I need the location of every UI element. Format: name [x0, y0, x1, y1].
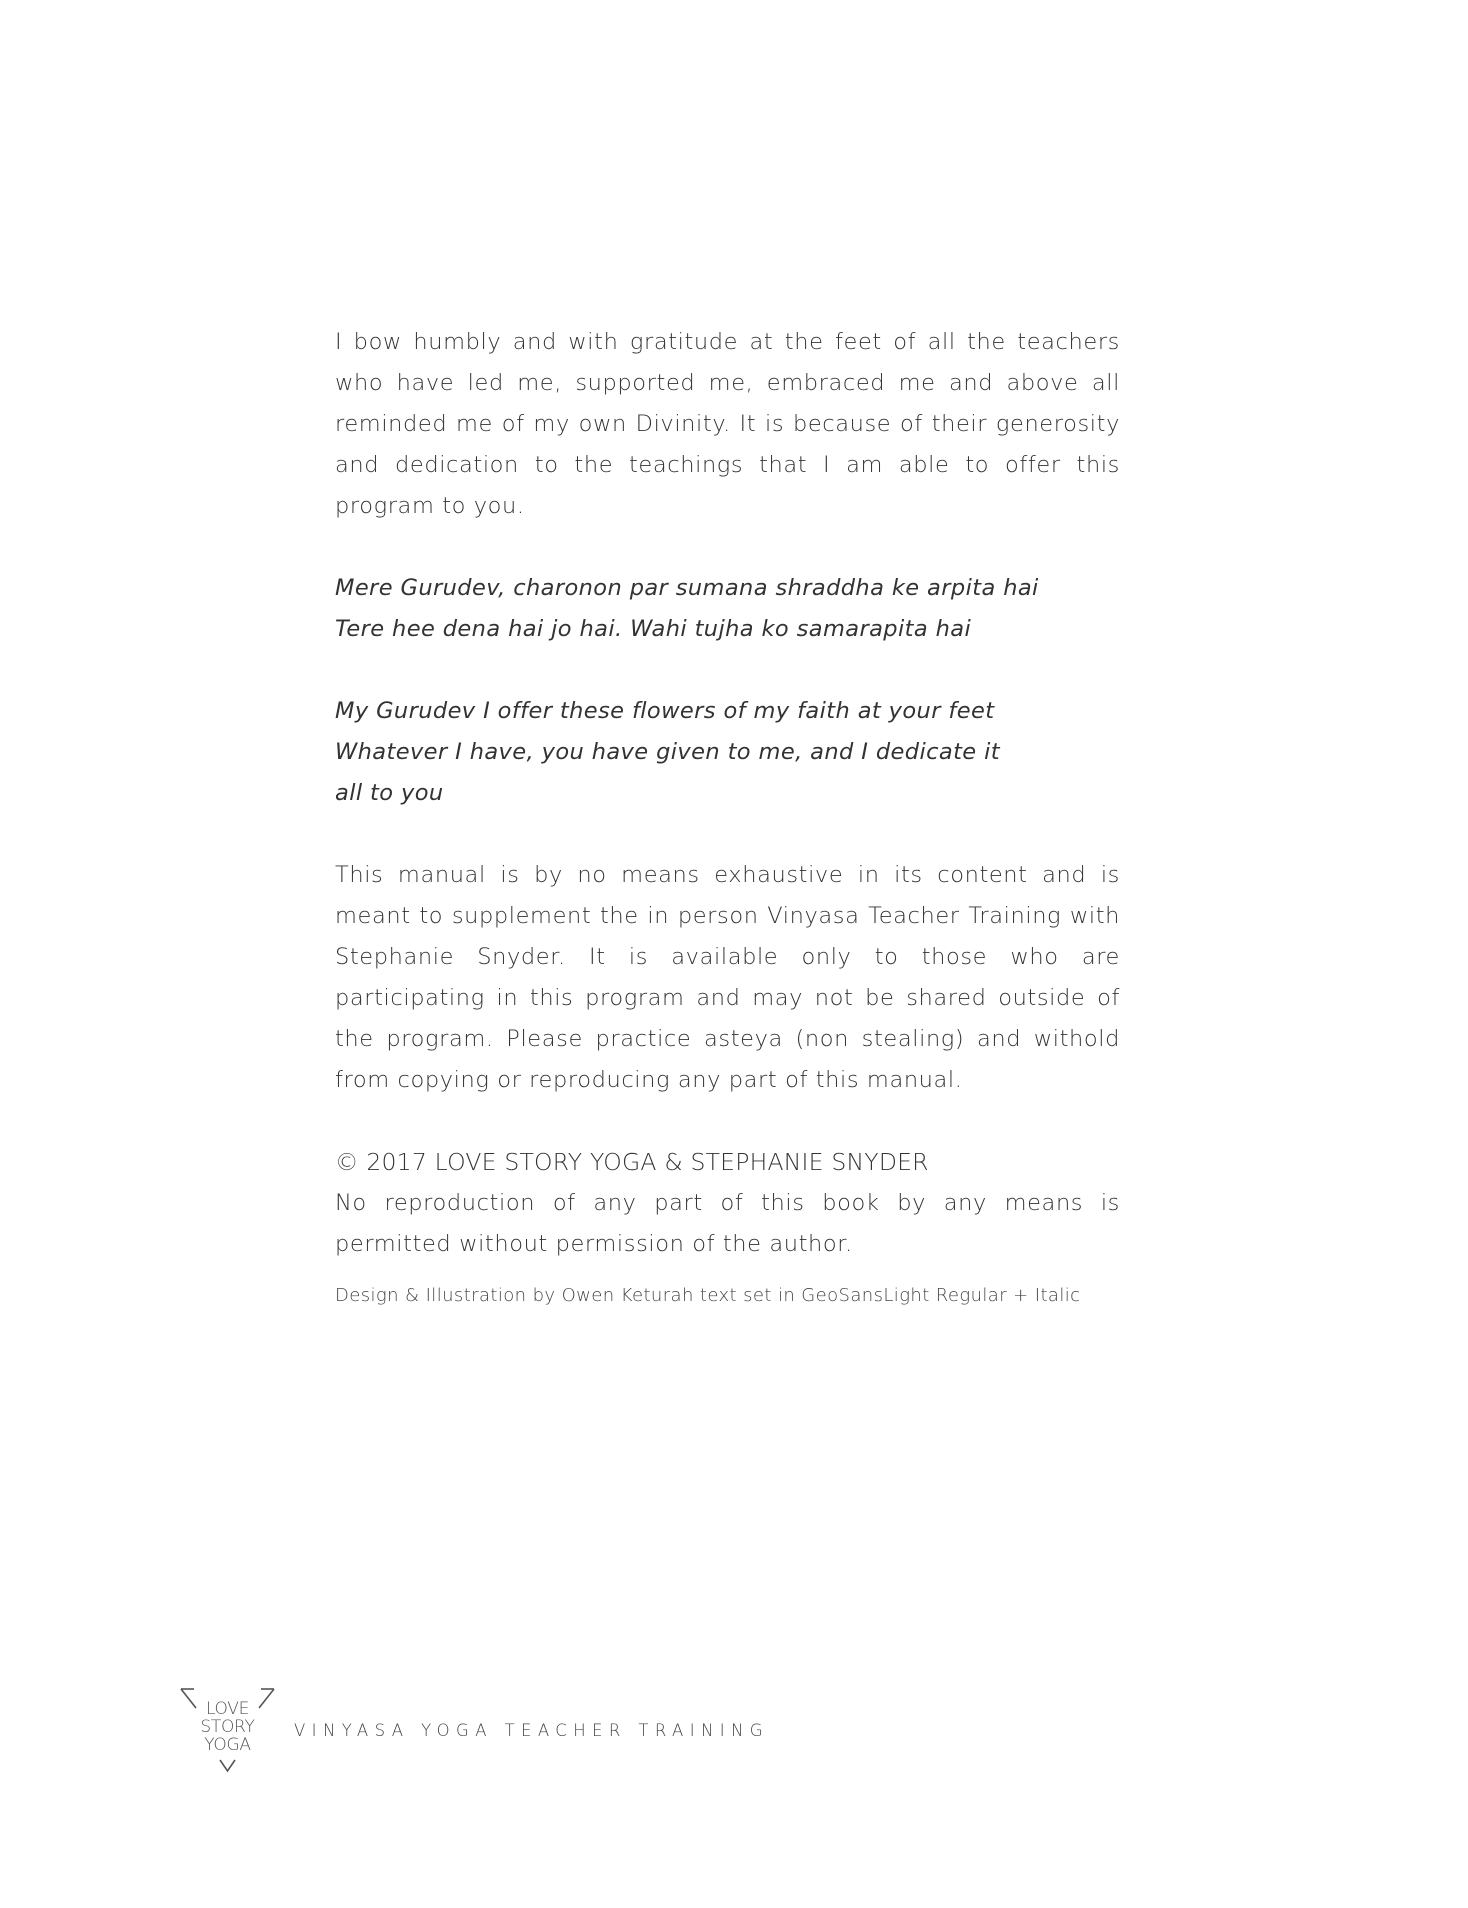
spacer — [335, 814, 1120, 855]
design-credit: Design & Illustration by Owen Keturah text set in GeoSansLight Regular + Italic — [335, 1285, 1081, 1306]
verse-hindi-line-1: Mere Gurudev, charonon par sumana shraddha ke arpita hai — [335, 575, 1039, 601]
page-footer — [180, 1688, 880, 1778]
verse-hindi-line-2: Tere hee dena hai jo hai. Wahi tujha ko samarapita hai — [335, 616, 972, 642]
footer-title: VINYASA YOGA TEACHER TRAINING — [294, 1721, 769, 1740]
manual-paragraph: This manual is by no means exhaustive in its content and is meant to supplement the in person Vinyasa Teacher Training with Stephanie Snyder. It is available only to those who are participating in this program and may not be shared outside of the program. Please practice asteya (non stealing) and withold from copying or reproducing any part of this manual. — [335, 862, 1120, 1093]
copyright-line: © 2017 LOVE STORY YOGA & STEPHANIE SNYDER — [335, 1148, 929, 1176]
spacer — [335, 1101, 1120, 1142]
logo-line-yoga: YOGA — [204, 1735, 251, 1755]
verse-english-line-2: Whatever I have, you have given to me, and I dedicate it — [335, 739, 1000, 765]
verse-english-line-1: My Gurudev I offer these flowers of my faith at your feet — [335, 698, 995, 724]
logo-wordmark — [180, 1700, 275, 1754]
verse-english-line-3: all to you — [335, 780, 444, 806]
love-story-yoga-logo — [180, 1688, 275, 1778]
copyright-notice: No reproduction of any part of this book by any means is permitted without permission of the author. — [335, 1190, 1120, 1257]
page-content — [335, 322, 1120, 1309]
logo-line-love: LOVE — [205, 1699, 250, 1719]
logo-line-story: STORY — [200, 1717, 255, 1737]
spacer — [335, 527, 1120, 568]
gratitude-paragraph: I bow humbly and with gratitude at the feet of all the teachers who have led me, supported me, embraced me and above all reminded me of my own Divinity. It is because of their generosity and dedication to the teachings that I am able to offer this program to you. — [335, 329, 1120, 519]
spacer — [335, 650, 1120, 691]
